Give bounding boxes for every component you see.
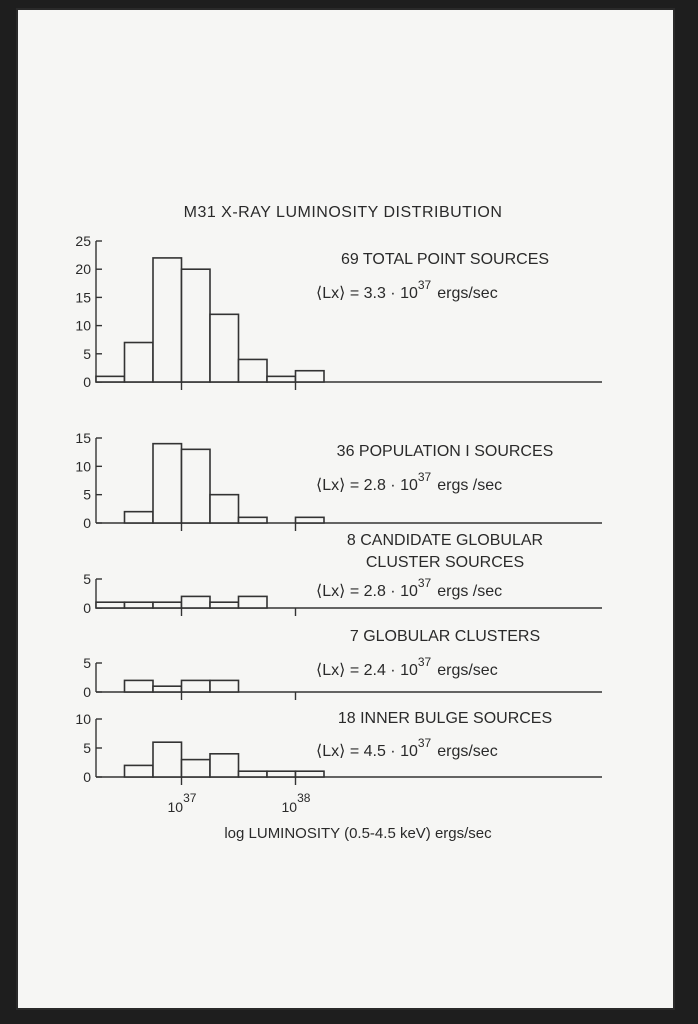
panel-2-bar xyxy=(153,444,182,523)
panel-2-y-tick-label: 0 xyxy=(83,515,91,531)
panel-4-bar xyxy=(182,680,211,692)
panel-4-bar xyxy=(125,680,154,692)
panel-4-mean-luminosity: ⟨Lx⟩ = $2.4 \cdot 10^{37}$ ergs/sec xyxy=(316,655,498,679)
panel-1-mean-luminosity: ⟨Lx⟩ = $3.3 \cdot 10^{37}$ ergs/sec xyxy=(316,278,498,302)
panel-3-sample-label: CLUSTER SOURCES xyxy=(365,554,525,571)
x-tick-label: 1037 xyxy=(167,791,197,815)
panel-5-bar xyxy=(125,765,154,777)
panel-3-bar xyxy=(96,602,125,608)
panel-3-y-tick-label: 0 xyxy=(83,600,91,616)
panel-1-bar xyxy=(296,371,325,382)
panel-2-y-tick-label: 5 xyxy=(83,486,91,503)
panel-3-sample-label: 8 CANDIDATE GLOBULAR xyxy=(346,532,544,549)
panel-1-y-tick-label: 10 xyxy=(75,317,91,334)
panel-5-y-tick-label: 0 xyxy=(83,769,91,785)
panel-2-y-tick-label: 15 xyxy=(75,430,91,446)
panel-1-y-tick-label: 5 xyxy=(83,345,91,362)
panel-2-sample-label: 36 POPULATION I SOURCES xyxy=(336,443,554,460)
panel-2-bar xyxy=(239,517,268,523)
panel-5-mean-luminosity: ⟨Lx⟩ = $4.5 \cdot 10^{37}$ ergs/sec xyxy=(316,736,498,760)
x-axis-label: log LUMINOSITY (0.5-4.5 keV) ergs/sec xyxy=(224,825,492,842)
panel-4-bar xyxy=(210,680,239,692)
panel-3-bar xyxy=(153,602,182,608)
panel-2-bar xyxy=(296,517,325,523)
panel-3-bar xyxy=(182,596,211,608)
panel-4-y-tick-label: 5 xyxy=(83,655,91,671)
panel-1-y-tick-label: 0 xyxy=(83,374,91,390)
panel-1-bar xyxy=(210,314,239,382)
panel-3-mean-luminosity: ⟨Lx⟩ = $2.8 \cdot 10^{37}$ ergs /sec xyxy=(316,576,503,600)
panel-5-y-tick-label: 10 xyxy=(75,711,91,727)
panel-4-y-tick-label: 0 xyxy=(83,684,91,700)
panel-3-bar xyxy=(239,596,268,608)
panel-2-bar xyxy=(125,512,154,523)
panel-1-y-tick-label: 15 xyxy=(75,289,91,306)
panel-5-bar xyxy=(153,742,182,777)
panel-5-bar xyxy=(182,760,211,777)
panel-5-y-tick-label: 5 xyxy=(83,740,91,756)
panel-1-y-tick-label: 25 xyxy=(75,233,91,249)
panel-1-bar xyxy=(239,359,268,382)
panel-5-bar xyxy=(210,754,239,777)
panel-1-y-tick-label: 20 xyxy=(75,261,91,278)
panel-4-sample-label: 7 GLOBULAR CLUSTERS xyxy=(349,628,541,645)
panel-5-sample-label: 18 INNER BULGE SOURCES xyxy=(337,710,553,727)
panel-1-bar xyxy=(182,269,211,382)
panel-2-y-tick-label: 10 xyxy=(75,458,91,475)
panel-5-bar xyxy=(239,771,268,777)
panel-3-bar xyxy=(210,602,239,608)
panel-1-bar xyxy=(96,376,125,382)
panel-1-bar xyxy=(153,258,182,382)
panel-5-bar xyxy=(267,771,296,777)
panel-1-sample-label: 69 TOTAL POINT SOURCES xyxy=(340,251,550,268)
panel-2-mean-luminosity: ⟨Lx⟩ = $2.8 \cdot 10^{37}$ ergs /sec xyxy=(316,470,503,494)
panel-1-bar xyxy=(267,376,296,382)
panel-2-bar xyxy=(182,449,211,523)
panel-3-y-tick-label: 5 xyxy=(83,571,91,587)
panel-3-bar xyxy=(125,602,154,608)
panel-4-bar xyxy=(153,686,182,692)
x-tick-label: 1038 xyxy=(281,791,311,815)
panel-5-bar xyxy=(296,771,325,777)
panel-1-bar xyxy=(125,343,154,382)
panel-2-bar xyxy=(210,495,239,523)
chart-title: M31 X-RAY LUMINOSITY DISTRIBUTION xyxy=(183,204,503,221)
